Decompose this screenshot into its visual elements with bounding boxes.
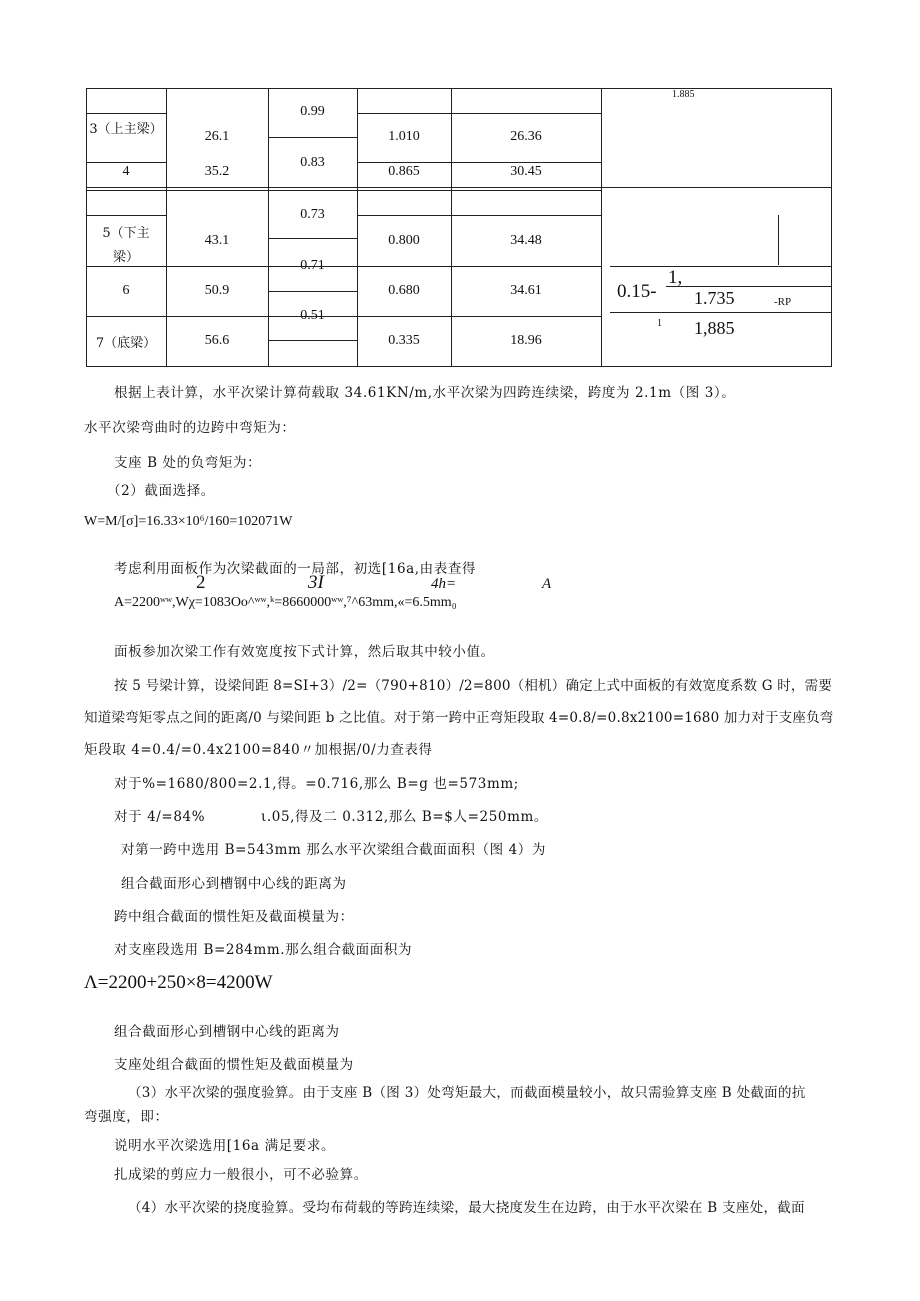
row-id: 梁） — [112, 250, 139, 265]
table-border — [357, 162, 601, 163]
table-border — [268, 291, 357, 292]
paragraph: 对于 4/=84% — [114, 809, 206, 825]
table-border — [268, 238, 357, 239]
paragraph: （4）水平次梁的挠度验算。受均布荷载的等跨连续梁，最大挠度发生在边跨，由于水平次梁在 B 支座处，截面 — [128, 1200, 805, 1216]
paragraph: 弯强度，即： — [84, 1109, 169, 1125]
paragraph: 对支座段选用 B=284mm.那么组合截面面积为 — [114, 942, 413, 958]
row-value-c: 18.96 — [510, 333, 542, 348]
row-value-c: 26.36 — [510, 129, 542, 144]
figure-label: 0.15- — [617, 281, 657, 302]
figure-label: 1 — [657, 318, 662, 329]
row-value-b: 1.010 — [388, 129, 420, 144]
table-border — [268, 88, 269, 367]
paragraph: 按 5 号梁计算，设梁间距 8=SI+3）/2=（790+810）/2=800（相机）确定上式中面板的有效宽度系数 G 时，需要 — [114, 678, 833, 694]
figure-label: -RP — [774, 296, 792, 308]
paragraph: （2）截面选择。 — [107, 483, 215, 499]
table-border — [86, 187, 832, 188]
formula-number: 4h= — [431, 576, 457, 592]
formula: A=2200ʷʷ,Wχ=1083Oo^ʷʷ,ᵏ=8660000ʷʷ,⁷^63mm,«=6.5mm₀ — [114, 595, 457, 610]
table-border — [831, 88, 832, 367]
row-value-b: 0.800 — [388, 233, 420, 248]
row-id: 6 — [122, 283, 130, 298]
row-value-b: 0.865 — [388, 164, 420, 179]
figure-line — [610, 312, 832, 313]
paragraph: ι.05,得及二 0.312,那么 B=$人=250mm。 — [261, 809, 548, 825]
figure-label: 1.735 — [694, 288, 735, 308]
table-border — [357, 215, 601, 216]
row-value-a: 26.1 — [204, 129, 230, 144]
table-border — [86, 88, 832, 89]
table-border — [268, 340, 357, 341]
paragraph: （3）水平次梁的强度验算。由于支座 B（图 3）处弯矩最大，而截面模量较小，故只需验算支座 B 处截面的抗 — [128, 1085, 806, 1101]
table-border — [357, 113, 601, 114]
factor-value: 0.73 — [300, 207, 325, 222]
paragraph: 考虑利用面板作为次梁截面的一局部，初选[16a,由表查得 — [114, 561, 477, 577]
row-value-b: 0.680 — [388, 283, 420, 298]
row-value-a: 35.2 — [204, 164, 230, 179]
table-border — [86, 190, 601, 191]
paragraph: 水平次梁弯曲时的边跨中弯矩为： — [84, 420, 296, 436]
factor-value: 0.99 — [300, 104, 325, 119]
figure-label: 1.885 — [672, 89, 695, 100]
table-border — [268, 137, 357, 138]
table-border — [86, 366, 832, 367]
paragraph: 知道梁弯矩零点之间的距离/0 与梁间距 b 之比值。对于第一跨中正弯矩段取 4=0.8/=0.8x2100=1680 加力对于支座负弯 — [84, 710, 834, 726]
factor-value: 0.51 — [300, 308, 325, 323]
row-value-a: 56.6 — [204, 333, 230, 348]
paragraph: 支座处组合截面的惯性矩及截面模量为 — [114, 1057, 354, 1073]
table-border — [86, 162, 166, 163]
table-border — [601, 88, 602, 367]
row-value-a: 50.9 — [204, 283, 230, 298]
paragraph: 矩段取 4=0.4/=0.4x2100=840〃加根据/0/力查表得 — [84, 742, 433, 758]
figure-line — [666, 286, 832, 287]
formula-number: 2 — [196, 572, 206, 593]
row-id: 3（上主梁） — [89, 122, 163, 137]
formula: W=M/[σ]=16.33×10⁶/160=102071W — [84, 514, 293, 529]
figure-label: 1,885 — [694, 318, 735, 338]
paragraph: 根据上表计算，水平次梁计算荷载取 34.61KN/m,水平次梁为四跨连续梁，跨度为 2.1m（图 3）。 — [114, 385, 736, 401]
paragraph: 说明水平次梁选用[16a 满足要求。 — [114, 1138, 336, 1154]
figure-label: 1, — [668, 267, 683, 288]
figure-line — [778, 215, 779, 265]
row-value-c: 34.61 — [510, 283, 542, 298]
row-value-c: 34.48 — [510, 233, 542, 248]
formula: Λ=2200+250×8=4200W — [84, 972, 273, 993]
paragraph: 扎成梁的剪应力一般很小，可不必验算。 — [114, 1167, 368, 1183]
formula-number: A — [542, 576, 552, 592]
factor-value: 0.71 — [300, 258, 325, 273]
row-id: 4 — [122, 164, 130, 179]
row-value-b: 0.335 — [388, 333, 420, 348]
table-border — [86, 215, 166, 216]
row-value-c: 30.45 — [510, 164, 542, 179]
paragraph: 组合截面形心到槽钢中心线的距离为 — [121, 876, 347, 892]
row-value-a: 43.1 — [204, 233, 230, 248]
row-id: 7（底梁） — [95, 336, 157, 351]
figure-line — [610, 266, 832, 267]
paragraph: 组合截面形心到槽钢中心线的距离为 — [114, 1024, 340, 1040]
paragraph: 对于%=1680/800=2.1,得。=0.716,那么 B=g 也=573mm; — [114, 776, 519, 792]
table-border — [86, 113, 166, 114]
formula-number: 3I — [308, 572, 324, 593]
paragraph: 跨中组合截面的惯性矩及截面模量为： — [114, 909, 354, 925]
paragraph: 对第一跨中选用 B=543mm 那么水平次梁组合截面面积（图 4）为 — [121, 842, 546, 858]
factor-value: 0.83 — [300, 155, 325, 170]
paragraph: 面板参加次梁工作有效宽度按下式计算，然后取其中较小值。 — [114, 644, 495, 660]
row-id: 5（下主 — [102, 226, 150, 241]
paragraph: 支座 B 处的负弯矩为： — [114, 455, 262, 471]
